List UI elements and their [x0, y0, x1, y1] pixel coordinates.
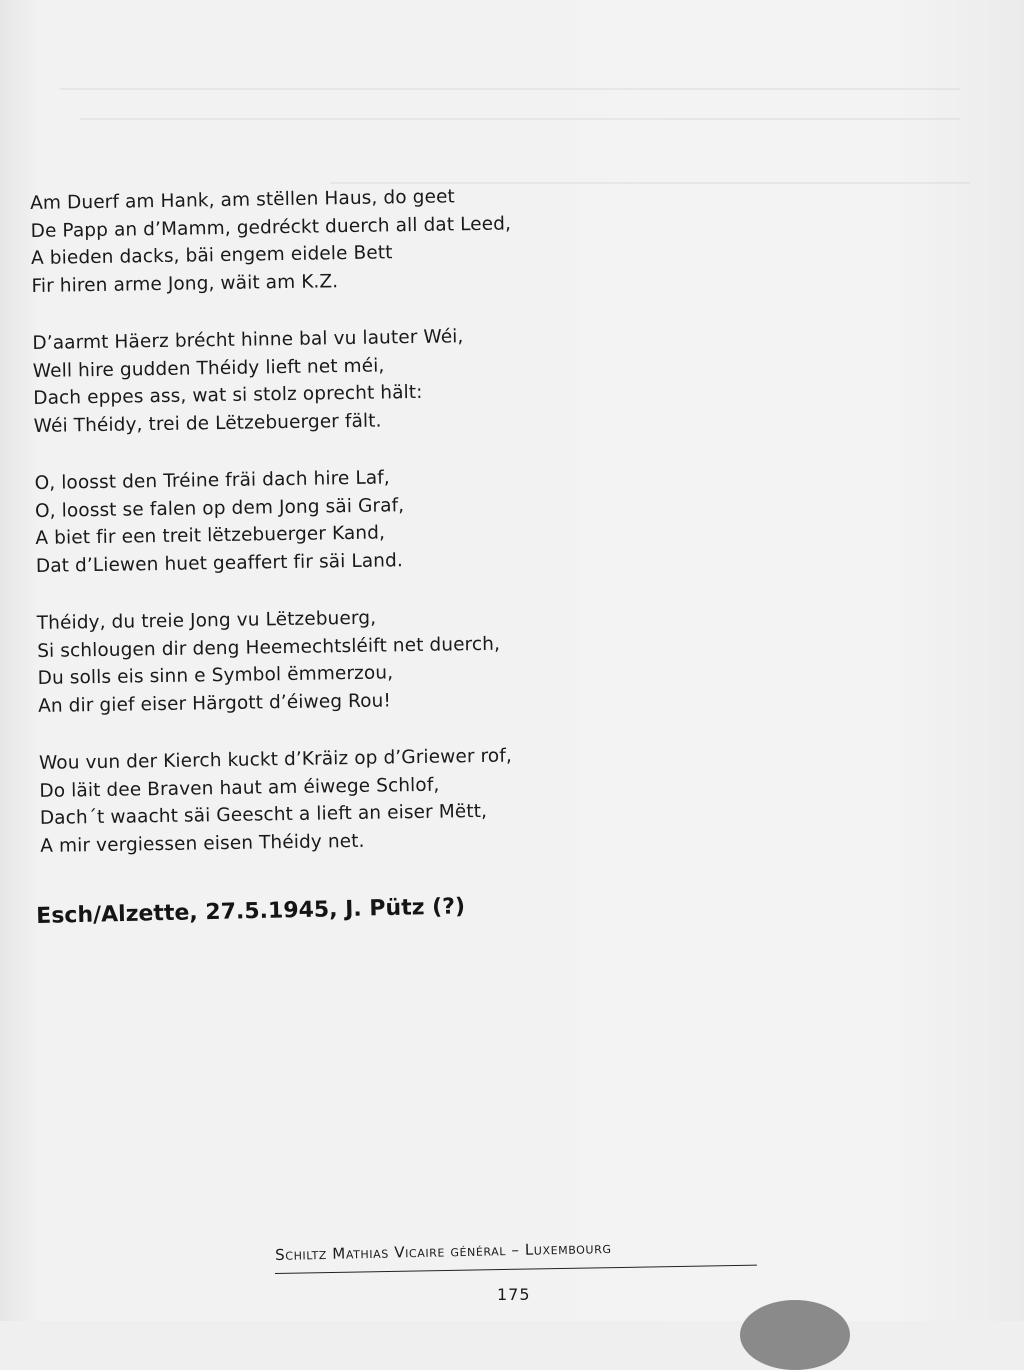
poem-line: A biet fir een treit lëtzebuerger Kand, [35, 522, 386, 549]
bleed-through-line [60, 88, 960, 90]
poem-line: A mir vergiessen eisen Théidy net. [40, 830, 365, 857]
poem-line: Wou vun der Kierch kuckt d’Kräiz op d’Griewer rof, [38, 745, 513, 774]
poem-line: O, loosst den Tréine fräi dach hire Laf, [34, 467, 390, 494]
poem-line: Si schlougen dir deng Heemechtsléift net duerch, [37, 633, 501, 662]
poem-line: Well hire gudden Théidy lieft net méi, [32, 354, 385, 382]
poem-line: Fir hiren arme Jong, wäit am K.Z. [31, 270, 339, 297]
stanza-4 [37, 600, 659, 720]
poem-line: Wéi Théidy, trei de Lëtzebuerger fält. [33, 410, 382, 437]
stanza-1 [30, 180, 652, 300]
poem-line: An dir gief eiser Härgott d’éiweg Rou! [37, 689, 392, 717]
poem-line: Théidy, du treie Jong vu Lëtzebuerg, [36, 607, 377, 634]
stanza-2 [32, 320, 654, 440]
poem-line: Dach eppes ass, wat si stolz oprecht hält: [33, 381, 423, 409]
page-corner-tab [740, 1300, 850, 1370]
signature: Esch/Alzette, 27.5.1945, J. Pütz (?) [36, 894, 466, 929]
footer-title: Schiltz Mathias Vicaire général – Luxembourg [275, 1238, 612, 1264]
poem-line: Dach´t waacht säi Geescht a lieft an eiser Mëtt, [39, 800, 488, 829]
poem-line: D’aarmt Häerz brécht hinne bal vu lauter Wéi, [32, 326, 464, 354]
stanza-5 [39, 740, 661, 860]
bleed-through-line [80, 118, 960, 120]
poem-line: A bieden dacks, bäi engem eidele Bett [30, 242, 393, 269]
poem-line: Do läit dee Braven haut am éiwege Schlof, [39, 774, 440, 802]
page-number: 175 [497, 1285, 531, 1304]
poem-line: Am Duerf am Hank, am stëllen Haus, do geet [30, 186, 455, 214]
stanza-3 [34, 460, 656, 580]
poem-line: Du solls eis sinn e Symbol ëmmerzou, [37, 662, 394, 689]
poem-line: Dat d’Liewen huet geaffert fir säi Land. [35, 549, 404, 577]
poem [30, 180, 661, 890]
poem-line: De Papp an d’Mamm, gedréckt duerch all dat Leed, [30, 212, 512, 242]
poem-line: O, loosst se falen op dem Jong säi Graf, [34, 494, 405, 522]
